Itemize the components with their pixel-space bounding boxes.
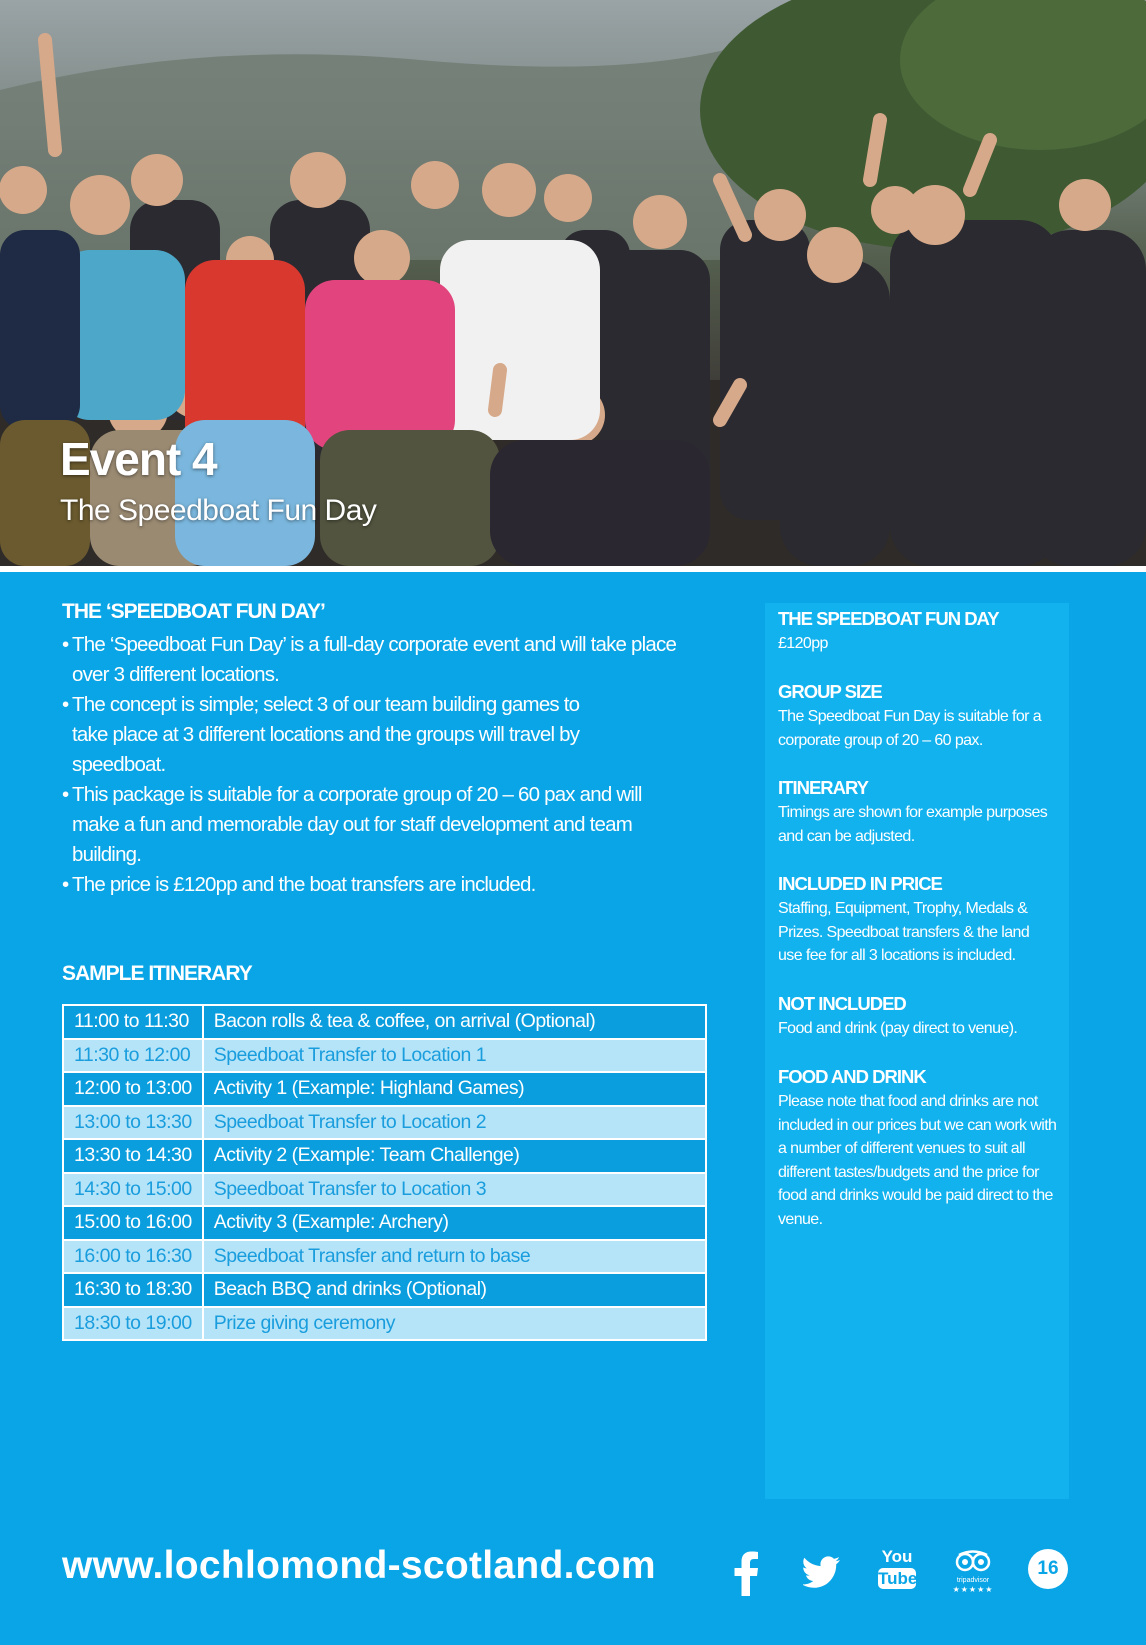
not-included-text: Food and drink (pay direct to venue). xyxy=(778,1020,1018,1037)
intro-heading: THE ‘SPEEDBOAT FUN DAY’ xyxy=(62,600,325,623)
page-number: 16 xyxy=(1028,1549,1068,1589)
group-size-heading: GROUP SIZE xyxy=(778,681,882,702)
time-cell: 16:30 to 18:30 xyxy=(63,1273,203,1307)
intro-bullets xyxy=(62,630,722,900)
activity-cell: Speedboat Transfer to Location 1 xyxy=(203,1039,706,1073)
info-sidebar xyxy=(765,603,1069,1499)
itinerary-note-block xyxy=(778,777,1068,848)
table-row xyxy=(63,1139,706,1173)
time-cell: 15:00 to 16:00 xyxy=(63,1206,203,1240)
table-row xyxy=(63,1273,706,1307)
not-included-heading: NOT INCLUDED xyxy=(778,993,906,1014)
included-text: Staffing, Equipment, Trophy, Medals & Prizes. Speedboat transfers & the land use fee for all 3 locations is included. xyxy=(778,900,1030,964)
event-title: Event 4 xyxy=(60,433,217,485)
itinerary-note-heading: ITINERARY xyxy=(778,777,869,798)
included-block xyxy=(778,873,1068,968)
table-row xyxy=(63,1307,706,1341)
table-row xyxy=(63,1173,706,1207)
divider xyxy=(0,566,1146,572)
not-included-block xyxy=(778,993,1068,1041)
activity-cell: Speedboat Transfer to Location 3 xyxy=(203,1173,706,1207)
table-row xyxy=(63,1005,706,1039)
price-text: £120pp xyxy=(778,635,828,652)
activity-cell: Activity 2 (Example: Team Challenge) xyxy=(203,1139,706,1173)
time-cell: 11:00 to 11:30 xyxy=(63,1005,203,1039)
activity-cell: Speedboat Transfer and return to base xyxy=(203,1240,706,1274)
activity-cell: Beach BBQ and drinks (Optional) xyxy=(203,1273,706,1307)
price-heading: THE SPEEDBOAT FUN DAY xyxy=(778,608,999,629)
group-size-text: The Speedboat Fun Day is suitable for a corporate group of 20 – 60 pax. xyxy=(778,708,1041,749)
list-item: • The concept is simple; select 3 of our team building games to take place at 3 different locations and the groups will travel by speedboat. xyxy=(62,693,580,776)
list-item: • This package is suitable for a corporate group of 20 – 60 pax and will make a fun and memorable day out for staff development and team building. xyxy=(62,783,642,866)
time-cell: 13:30 to 14:30 xyxy=(63,1139,203,1173)
itinerary-heading: SAMPLE ITINERARY xyxy=(62,962,252,985)
time-cell: 14:30 to 15:00 xyxy=(63,1173,203,1207)
price-block xyxy=(778,608,1068,656)
activity-cell: Activity 3 (Example: Archery) xyxy=(203,1206,706,1240)
time-cell: 13:00 to 13:30 xyxy=(63,1106,203,1140)
time-cell: 11:30 to 12:00 xyxy=(63,1039,203,1073)
list-item: • The price is £120pp and the boat transfers are included. xyxy=(62,873,536,896)
time-cell: 16:00 to 16:30 xyxy=(63,1240,203,1274)
activity-cell: Activity 1 (Example: Highland Games) xyxy=(203,1072,706,1106)
activity-cell: Prize giving ceremony xyxy=(203,1307,706,1341)
hero-photo xyxy=(0,0,1146,566)
food-drink-text: Please note that food and drinks are not included in our prices but we can work with a number of different venues to suit all different tastes/budgets and the price for food and drinks would be paid direct to the venue. xyxy=(778,1093,1057,1228)
food-drink-block xyxy=(778,1066,1068,1231)
activity-cell: Speedboat Transfer to Location 2 xyxy=(203,1106,706,1140)
table-row xyxy=(63,1106,706,1140)
table-row xyxy=(63,1206,706,1240)
table-row xyxy=(63,1039,706,1073)
list-item: • The ‘Speedboat Fun Day’ is a full-day corporate event and will take place over 3 different locations. xyxy=(62,633,677,686)
twitter-icon[interactable] xyxy=(803,1556,841,1593)
time-cell: 12:00 to 13:00 xyxy=(63,1072,203,1106)
activity-cell: Bacon rolls & tea & coffee, on arrival (Optional) xyxy=(203,1005,706,1039)
facebook-icon[interactable] xyxy=(733,1550,759,1601)
food-drink-heading: FOOD AND DRINK xyxy=(778,1066,926,1087)
table-row xyxy=(63,1240,706,1274)
included-heading: INCLUDED IN PRICE xyxy=(778,873,942,894)
table-row xyxy=(63,1072,706,1106)
youtube-icon[interactable]: You Tube xyxy=(878,1547,918,1588)
website-link[interactable]: www.lochlomond-scotland.com xyxy=(62,1544,656,1587)
itinerary-note-text: Timings are shown for example purposes and can be adjusted. xyxy=(778,804,1048,845)
intro-section xyxy=(62,600,722,900)
tripadvisor-icon[interactable]: tripadvisor ★★★★★ xyxy=(950,1550,996,1594)
time-cell: 18:30 to 19:00 xyxy=(63,1307,203,1341)
itinerary-table xyxy=(62,1004,707,1341)
group-size-block xyxy=(778,681,1068,752)
event-subtitle: The Speedboat Fun Day xyxy=(60,494,377,527)
